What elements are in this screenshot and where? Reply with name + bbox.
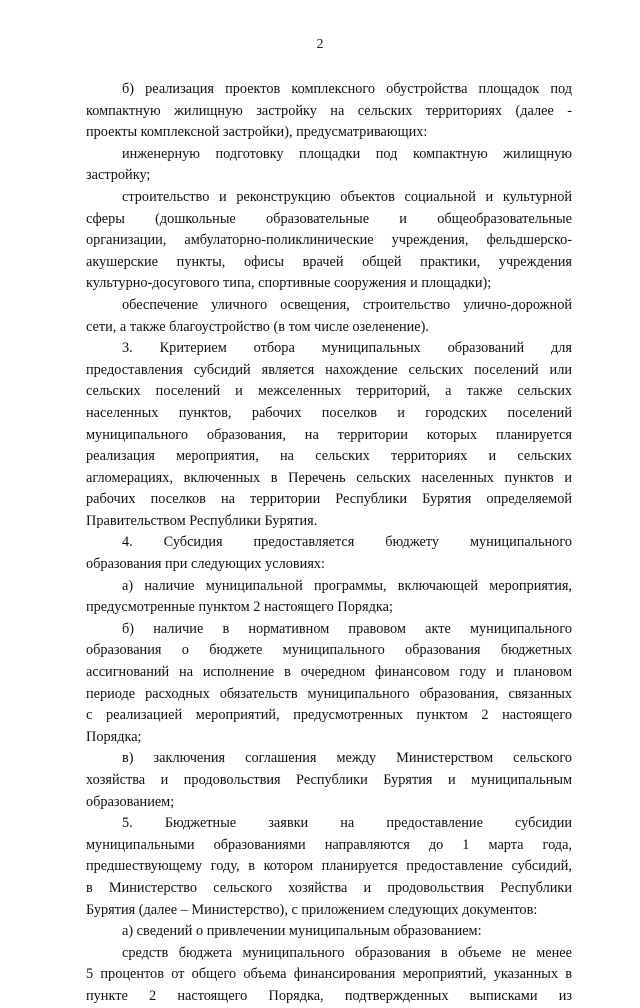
text-line: культурно-досугового типа, спортивные сооружения и площадки); [86, 275, 492, 292]
text-line: с реализацией мероприятий, предусмотренных пунктом 2 настоящего [86, 707, 572, 724]
text-line: реализация мероприятия, на сельских территориях и сельских [86, 448, 572, 465]
text-line: 5. Бюджетные заявки на предоставление субсидии [122, 815, 572, 832]
text-line: населенных пунктов, рабочих поселков и городских поселений [86, 404, 572, 421]
text-line: инженерную подготовку площадки под компактную жилищную [122, 145, 572, 162]
text-line: пункте 2 настоящего Порядка, подтвержденных выписками из [86, 987, 572, 1004]
text-line: Порядка; [86, 728, 142, 745]
text-line: Правительством Республики Бурятия. [86, 512, 318, 529]
text-line: образованием; [86, 793, 175, 810]
text-line: хозяйства и продовольствия Республики Бурятия и муниципальным [86, 772, 572, 788]
text-line: организации, амбулаторно-поликлинические учреждения, фельдшерско- [86, 232, 572, 249]
text-line: образования при следующих условиях: [86, 556, 326, 573]
text-line: средств бюджета муниципального образования в объеме не менее [122, 944, 572, 961]
document-body [86, 79, 572, 1008]
text-line: компактную жилищную застройку на сельских территориях (далее - [86, 102, 572, 119]
text-line: сети, а также благоустройство (в том числе озеленение). [86, 318, 429, 335]
page-number: 2 [316, 37, 324, 52]
text-line: 5 процентов от общего объема финансирования мероприятий, указанных в [86, 966, 572, 983]
text-line: Бурятия (далее – Министерство), с приложением следующих документов: [86, 901, 538, 918]
text-line: ассигнований на исполнение в очередном финансовом году и плановом [86, 664, 572, 681]
text-line: акушерские пункты, офисы врачей общей практики, учреждения [86, 253, 572, 270]
text-line: сельских поселений и межселенных территорий, а также сельских [86, 383, 572, 400]
text-line: муниципального образования, на территории которых планируется [86, 426, 572, 443]
text-line: сферы (дошкольные образовательные и общеобразовательные [86, 210, 572, 227]
text-line: в) заключения соглашения между Министерством сельского [122, 750, 572, 767]
text-line: б) реализация проектов комплексного обустройства площадок под [122, 81, 572, 97]
text-line: предшествующему году, в котором планируется предоставление субсидий, [86, 858, 572, 875]
text-line: периоде расходных обязательств муниципального образования, связанных [86, 685, 572, 702]
text-line: предоставления субсидий является нахождение сельских поселений или [86, 361, 572, 378]
text-line: обеспечение уличного освещения, строительство улично-дорожной [122, 296, 572, 313]
text-line: а) сведений о привлечении муниципальным образованием: [122, 923, 482, 940]
text-line: проекты комплексной застройки), предусматривающих: [86, 124, 428, 141]
text-line: строительство и реконструкцию объектов социальной и культурной [122, 188, 572, 205]
text-line: образования о бюджете муниципального образования бюджетных [86, 642, 572, 659]
text-line: а) наличие муниципальной программы, включающей мероприятия, [122, 577, 572, 594]
text-line: застройку; [86, 167, 151, 184]
text-line: муниципальными образованиями направляются до 1 марта года, [86, 836, 572, 853]
text-line: предусмотренные пунктом 2 настоящего Порядка; [86, 599, 393, 616]
text-line: б) наличие в нормативном правовом акте муниципального [122, 620, 572, 637]
text-line: 3. Критерием отбора муниципальных образований для [122, 340, 572, 357]
text-line: в Министерство сельского хозяйства и продовольствия Республики [86, 879, 572, 896]
text-line: рабочих поселков на территории Республики Бурятия определяемой [86, 491, 572, 508]
text-line: 4. Субсидия предоставляется бюджету муниципального [122, 534, 572, 551]
text-line: агломерациях, включенных в Перечень сельских населенных пунктов и [86, 469, 572, 486]
